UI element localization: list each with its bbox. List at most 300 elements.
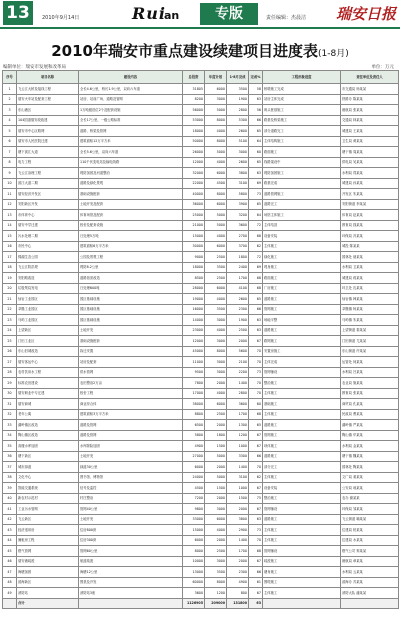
table-cell: 2600: [227, 126, 249, 137]
table-cell: 东山街道 许某某: [341, 346, 399, 357]
table-cell: 3600: [227, 399, 249, 410]
table-cell: 4500: [205, 178, 227, 189]
table-row: [3, 378, 399, 389]
table-cell: 6000: [205, 168, 227, 179]
table-row: [3, 388, 399, 399]
table-cell: 园区基础设施: [79, 304, 183, 315]
table-cell: 2500: [205, 273, 227, 284]
table-cell: 商业综合体: [79, 399, 183, 410]
table-cell: 5000: [205, 105, 227, 116]
table-cell: 3000: [205, 315, 227, 326]
table-cell: 供电局 吴某某: [341, 157, 399, 168]
table-cell: 农办 谢某某: [341, 493, 399, 504]
table-total-row: [3, 598, 399, 609]
table-cell: 1900: [227, 94, 249, 105]
table-cell: 46: [3, 556, 17, 567]
table-cell: 海塘加固: [17, 567, 79, 578]
table-cell: 基础施工: [263, 399, 341, 410]
table-cell: 39: [3, 483, 17, 494]
table-cell: 围垦及开发: [79, 577, 183, 588]
table-cell: 2: [3, 94, 17, 105]
table-cell: 2000: [227, 556, 249, 567]
table-cell: 围堤施工: [263, 577, 341, 588]
table-cell: 5000: [205, 472, 227, 483]
table-cell: 4000: [205, 525, 227, 536]
table-row: [3, 283, 399, 294]
section-banner: 专版: [200, 3, 258, 25]
table-cell: 主体施工: [263, 241, 341, 252]
table-cell: 49: [3, 588, 17, 599]
table-cell: 9000: [183, 252, 205, 263]
table-row: [3, 357, 399, 368]
table-row: [3, 399, 399, 410]
newspaper-logo: 瑞安日报: [335, 5, 396, 23]
table-cell: [79, 598, 183, 609]
table-cell: 6500: [183, 420, 205, 431]
table-cell: 市民中心: [17, 241, 79, 252]
table-cell: 场馆主体施工: [263, 210, 341, 221]
table-cell: 28000: [183, 283, 205, 294]
table-cell: 3000: [205, 357, 227, 368]
table-cell: 36: [3, 451, 17, 462]
table-cell: 67: [249, 556, 263, 567]
table-cell: 住房800套: [79, 525, 183, 536]
table-cell: 公园及景观工程: [79, 252, 183, 263]
table-cell: 9800: [183, 504, 205, 515]
table-cell: 68: [249, 231, 263, 242]
table-cell: 18: [3, 262, 17, 273]
table-cell: 67: [249, 336, 263, 347]
table-cell: 5: [3, 126, 17, 137]
table-row: [3, 294, 399, 305]
table-cell: 道路施工: [263, 451, 341, 462]
table-cell: 厂房施工: [263, 283, 341, 294]
header-cell: 建设内容: [79, 71, 183, 84]
table-cell: 村庄整治: [79, 493, 183, 504]
table-cell: 环保局 邹某某: [341, 504, 399, 515]
table-cell: 主体结顶: [263, 220, 341, 231]
table-cell: 22: [3, 304, 17, 315]
table-cell: 65: [249, 420, 263, 431]
table-cell: 104国道瑞安段改建: [17, 115, 79, 126]
table-cell: 运管处 何某某: [341, 357, 399, 368]
table-cell: 交通局 林某某: [341, 115, 399, 126]
table-cell: 110千伏变电站及输电线路: [79, 157, 183, 168]
table-cell: 1300: [227, 420, 249, 431]
table-cell: 管网施工: [263, 304, 341, 315]
table-cell: 农田整治2万亩: [79, 378, 183, 389]
table-cell: 基础设施配套: [79, 189, 183, 200]
table-cell: 2000: [205, 535, 227, 546]
table-cell: 131800: [227, 598, 249, 609]
table-cell: 63: [249, 94, 263, 105]
table-cell: 整治施工: [263, 493, 341, 504]
table-cell: 消防大队 潘某某: [341, 588, 399, 599]
table-cell: 6000: [205, 514, 227, 525]
table-cell: 管网铺设: [263, 504, 341, 515]
table-cell: 66: [249, 567, 263, 578]
table-cell: 湖岭镇 严某某: [341, 420, 399, 431]
table-cell: 主体完成: [263, 357, 341, 368]
table-cell: 4000: [205, 388, 227, 399]
table-cell: 2000: [227, 336, 249, 347]
table-cell: 60: [249, 147, 263, 158]
table-cell: 4000: [205, 325, 227, 336]
table-cell: 4000: [205, 294, 227, 305]
table-cell: 部分道路完工: [263, 126, 341, 137]
table-cell: 5100: [227, 136, 249, 147]
table-row: [3, 126, 399, 137]
table-row: [3, 430, 399, 441]
table-cell: 58: [249, 84, 263, 95]
table-cell: 60000: [183, 577, 205, 588]
table-cell: 25000: [183, 210, 205, 221]
table-cell: 48: [3, 577, 17, 588]
table-cell: 36000: [183, 199, 205, 210]
table-cell: 消防站: [17, 588, 79, 599]
table-row: [3, 220, 399, 231]
table-cell: 50000: [183, 136, 205, 147]
table-cell: 燃气管网: [17, 546, 79, 557]
table-cell: 1200: [205, 588, 227, 599]
table-row: [3, 315, 399, 326]
table-cell: 飞云江大桥及接线工程: [17, 84, 79, 95]
table-cell: 5000: [205, 220, 227, 231]
table-row: [3, 346, 399, 357]
table-cell: 67: [249, 483, 263, 494]
table-cell: 场地平整: [263, 315, 341, 326]
table-cell: 园区基础设施: [79, 315, 183, 326]
table-cell: 6: [3, 136, 17, 147]
table-cell: 38: [3, 472, 17, 483]
table-cell: 塘下新区: [17, 451, 79, 462]
table-cell: 滨海新区: [17, 577, 79, 588]
unit-label: 单位：万元: [371, 65, 394, 70]
table-cell: 45000: [183, 346, 205, 357]
table-cell: 1900: [227, 315, 249, 326]
table-row: [3, 115, 399, 126]
table-cell: 2600: [227, 294, 249, 305]
table-cell: 城投 陈某某: [341, 241, 399, 252]
table-cell: 水利局 云某某: [341, 567, 399, 578]
table-cell: 70: [249, 462, 263, 473]
table-cell: 建筑面积3万平方米: [79, 409, 183, 420]
table-cell: 1700: [227, 546, 249, 557]
table-cell: 马屿工业园区: [17, 315, 79, 326]
table-cell: 2800: [227, 105, 249, 116]
table-cell: 31: [3, 399, 17, 410]
table-cell: 3500: [205, 304, 227, 315]
table-cell: 21: [3, 294, 17, 305]
table-cell: 70: [249, 378, 263, 389]
page-title: [0, 40, 400, 61]
table-cell: 6000: [205, 283, 227, 294]
table-cell: 62: [249, 241, 263, 252]
table-cell: 土地开发及配套: [79, 199, 183, 210]
table-cell: 4900: [227, 577, 249, 588]
table-cell: 3800: [227, 514, 249, 525]
table-cell: 主体施工: [263, 409, 341, 420]
table-cell: 铁路办 陈某某: [341, 94, 399, 105]
table-cell: 61: [249, 577, 263, 588]
table-cell: 道路拓宽改造: [79, 273, 183, 284]
table-cell: 24: [3, 325, 17, 336]
issue-date: 2010年9月14日: [42, 15, 80, 21]
table-cell: 消防站3座: [79, 588, 183, 599]
table-cell: 校舍工程: [79, 388, 183, 399]
table-cell: 堤身施工: [263, 262, 341, 273]
table-cell: 6000: [205, 84, 227, 95]
table-cell: 塘下滨江大道: [17, 147, 79, 158]
header-cell: 总投资: [183, 71, 205, 84]
table-cell: 8200: [183, 94, 205, 105]
table-row: [3, 210, 399, 221]
table-cell: 3100: [227, 178, 249, 189]
table-cell: 3900: [227, 199, 249, 210]
table-cell: 64: [249, 210, 263, 221]
table-cell: 17000: [183, 388, 205, 399]
table-cell: 45: [3, 546, 17, 557]
table-cell: 42: [3, 514, 17, 525]
table-cell: 园林处 陶某某: [341, 462, 399, 473]
table-cell: 70: [249, 535, 263, 546]
table-cell: 安阳街道 李某某: [341, 199, 399, 210]
table-cell: 仙岩工业园区: [17, 294, 79, 305]
table-cell: 飞云江防洪堤: [17, 262, 79, 273]
table-cell: 8000: [205, 136, 227, 147]
table-cell: 72: [249, 252, 263, 263]
table-cell: 2500: [205, 252, 227, 263]
table-cell: 5800: [227, 189, 249, 200]
header-cell: 责任单位及责任人: [341, 71, 399, 84]
table-cell: 土地开发: [79, 514, 183, 525]
table-cell: 住建局 柏某某: [341, 525, 399, 536]
table-cell: 塘下镇 周某某: [341, 147, 399, 158]
table-cell: 瑞安市人民医院迁建: [17, 136, 79, 147]
table-cell: 东山旧城改造: [17, 346, 79, 357]
table-cell: 瑞安中学迁建: [17, 220, 79, 231]
table-cell: 3500: [205, 262, 227, 273]
table-cell: [3, 598, 17, 609]
table-row: [3, 273, 399, 284]
table-cell: 1500: [227, 493, 249, 504]
table-cell: 3500: [227, 84, 249, 95]
table-cell: 65: [249, 294, 263, 305]
table-cell: 21000: [183, 220, 205, 231]
header-cell: 年度计划: [205, 71, 227, 84]
table-row: [3, 462, 399, 473]
table-cell: 1000: [227, 483, 249, 494]
table-row: [3, 168, 399, 179]
table-cell: 2000: [205, 493, 227, 504]
table-cell: 堤防加固及河道整治: [79, 168, 183, 179]
table-cell: 37: [3, 462, 17, 473]
table-cell: 瑞安职业中专迁建: [17, 388, 79, 399]
table-cell: 5000: [205, 147, 227, 158]
table-cell: 商贸局 孔某某: [341, 399, 399, 410]
table-row: [3, 94, 399, 105]
table-cell: 主体结构施工: [263, 136, 341, 147]
header-cell: 完成%: [249, 71, 263, 84]
table-cell: 信号及监控: [79, 483, 183, 494]
table-cell: 35: [3, 441, 17, 452]
table-cell: 海塘12公里: [79, 567, 183, 578]
table-cell: 工业污水管网: [17, 504, 79, 515]
table-cell: 3100: [227, 472, 249, 483]
header-cell: 项目名称: [17, 71, 79, 84]
table-cell: 15000: [183, 231, 205, 242]
table-cell: 5600: [227, 346, 249, 357]
table-cell: 管网60公里: [79, 546, 183, 557]
table-cell: 27: [3, 357, 17, 368]
table-cell: 拆迁安置: [79, 346, 183, 357]
table-cell: 安置房施工: [263, 346, 341, 357]
table-cell: [341, 598, 399, 609]
table-cell: 设备安装: [263, 231, 341, 242]
table-cell: 16000: [183, 304, 205, 315]
table-cell: 日处理600吨: [79, 283, 183, 294]
table-cell: 32000: [183, 168, 205, 179]
table-cell: 3000: [205, 556, 227, 567]
table-cell: 63: [249, 514, 263, 525]
table-cell: 28: [3, 367, 17, 378]
table-cell: 2400: [227, 262, 249, 273]
header-cell: 工程形象进度: [263, 71, 341, 84]
table-cell: 25: [3, 336, 17, 347]
table-cell: 14: [3, 220, 17, 231]
table-cell: 63: [249, 168, 263, 179]
table-cell: 66: [249, 304, 263, 315]
table-cell: 32: [3, 409, 17, 420]
header-cell: 1-8月完成: [227, 71, 249, 84]
table-row: [3, 514, 399, 525]
table-cell: 标准农田建设: [17, 378, 79, 389]
table-cell: 15: [3, 231, 17, 242]
table-cell: 8000: [205, 115, 227, 126]
masthead: [0, 0, 400, 30]
table-row: [3, 178, 399, 189]
table-cell: 线路架设中: [263, 157, 341, 168]
table-cell: 68: [249, 409, 263, 420]
table-cell: 绿道30公里: [79, 462, 183, 473]
table-cell: 经济适用房: [17, 525, 79, 536]
table-row: [3, 336, 399, 347]
table-cell: 4000: [205, 231, 227, 242]
table-row: [3, 535, 399, 546]
table-cell: 2000: [205, 378, 227, 389]
table-cell: 塘下镇 魏某某: [341, 451, 399, 462]
table-cell: 主体施工: [263, 535, 341, 546]
masthead-rule: [0, 27, 400, 29]
table-cell: 水利局 郑某某: [341, 168, 399, 179]
table-cell: 3700: [227, 241, 249, 252]
table-cell: 47: [3, 567, 17, 578]
table-cell: 4: [3, 115, 17, 126]
table-cell: 3000: [205, 504, 227, 515]
table-cell: 2300: [227, 567, 249, 578]
table-cell: [263, 598, 341, 609]
table-cell: 18000: [183, 126, 205, 137]
editor-credit: 责任编辑：杰晨洁: [266, 15, 307, 21]
table-cell: 16: [3, 241, 17, 252]
table-cell: 飞云新区: [17, 514, 79, 525]
table-row: [3, 189, 399, 200]
table-cell: 3800: [227, 168, 249, 179]
table-cell: 基础设施配套: [79, 336, 183, 347]
table-cell: 4900: [183, 441, 205, 452]
table-cell: 住建局 水某某: [341, 535, 399, 546]
table-cell: 33000: [183, 514, 205, 525]
table-cell: 供水管网: [79, 367, 183, 378]
table-cell: 农业局 施某某: [341, 378, 399, 389]
table-row: [3, 304, 399, 315]
table-cell: 3000: [205, 94, 227, 105]
table-cell: 68: [249, 546, 263, 557]
table-header-row: [3, 71, 399, 84]
table-cell: 67: [249, 504, 263, 515]
table-cell: 路基完成: [263, 178, 341, 189]
table-cell: 6000: [205, 199, 227, 210]
table-cell: 市交通局 杨某某: [341, 84, 399, 95]
table-cell: 3600: [227, 220, 249, 231]
table-cell: 43: [3, 525, 17, 536]
table-row: [3, 252, 399, 263]
table-cell: 8500: [183, 273, 205, 284]
table-row: [3, 493, 399, 504]
table-cell: 新农村示范村: [17, 493, 79, 504]
table-cell: 5300: [227, 115, 249, 126]
table-cell: 坝体施工: [263, 441, 341, 452]
table-cell: 安阳路改造: [17, 273, 79, 284]
table-cell: 15000: [183, 525, 205, 536]
table-cell: 管网铺设: [263, 546, 341, 557]
table-cell: 飞云街道 喻某某: [341, 514, 399, 525]
table-cell: 73: [249, 525, 263, 536]
table-cell: 20: [3, 283, 17, 294]
table-cell: 23000: [183, 325, 205, 336]
table-cell: 水利局 金某某: [341, 441, 399, 452]
table-cell: 8000: [183, 546, 205, 557]
table-cell: 1200: [227, 430, 249, 441]
table-row: [3, 409, 399, 420]
table-cell: 6000: [205, 399, 227, 410]
table-cell: 13: [3, 210, 17, 221]
table-cell: 站房主体完成: [263, 94, 341, 105]
table-row: [3, 241, 399, 252]
table-cell: 60: [249, 399, 263, 410]
table-cell: 40000: [183, 189, 205, 200]
table-cell: 环卫处 沈某某: [341, 283, 399, 294]
table-cell: 26: [3, 346, 17, 357]
table-cell: 69: [249, 262, 263, 273]
table-cell: 1: [3, 84, 17, 95]
table-cell: 1000: [227, 441, 249, 452]
table-cell: 整治施工: [263, 378, 341, 389]
table-cell: 56000: [183, 105, 205, 116]
table-cell: 土地开发: [79, 451, 183, 462]
table-cell: 4000: [205, 126, 227, 137]
table-cell: 209000: [205, 598, 227, 609]
table-cell: 2600: [227, 157, 249, 168]
table-cell: 62: [249, 472, 263, 483]
table-cell: 部分完工: [263, 462, 341, 473]
table-row: [3, 157, 399, 168]
table-cell: 33: [3, 420, 17, 431]
table-cell: 22000: [183, 178, 205, 189]
table-cell: 3000: [205, 367, 227, 378]
table-cell: 瑞安火车站及配套工程: [17, 94, 79, 105]
table-cell: 44: [3, 535, 17, 546]
